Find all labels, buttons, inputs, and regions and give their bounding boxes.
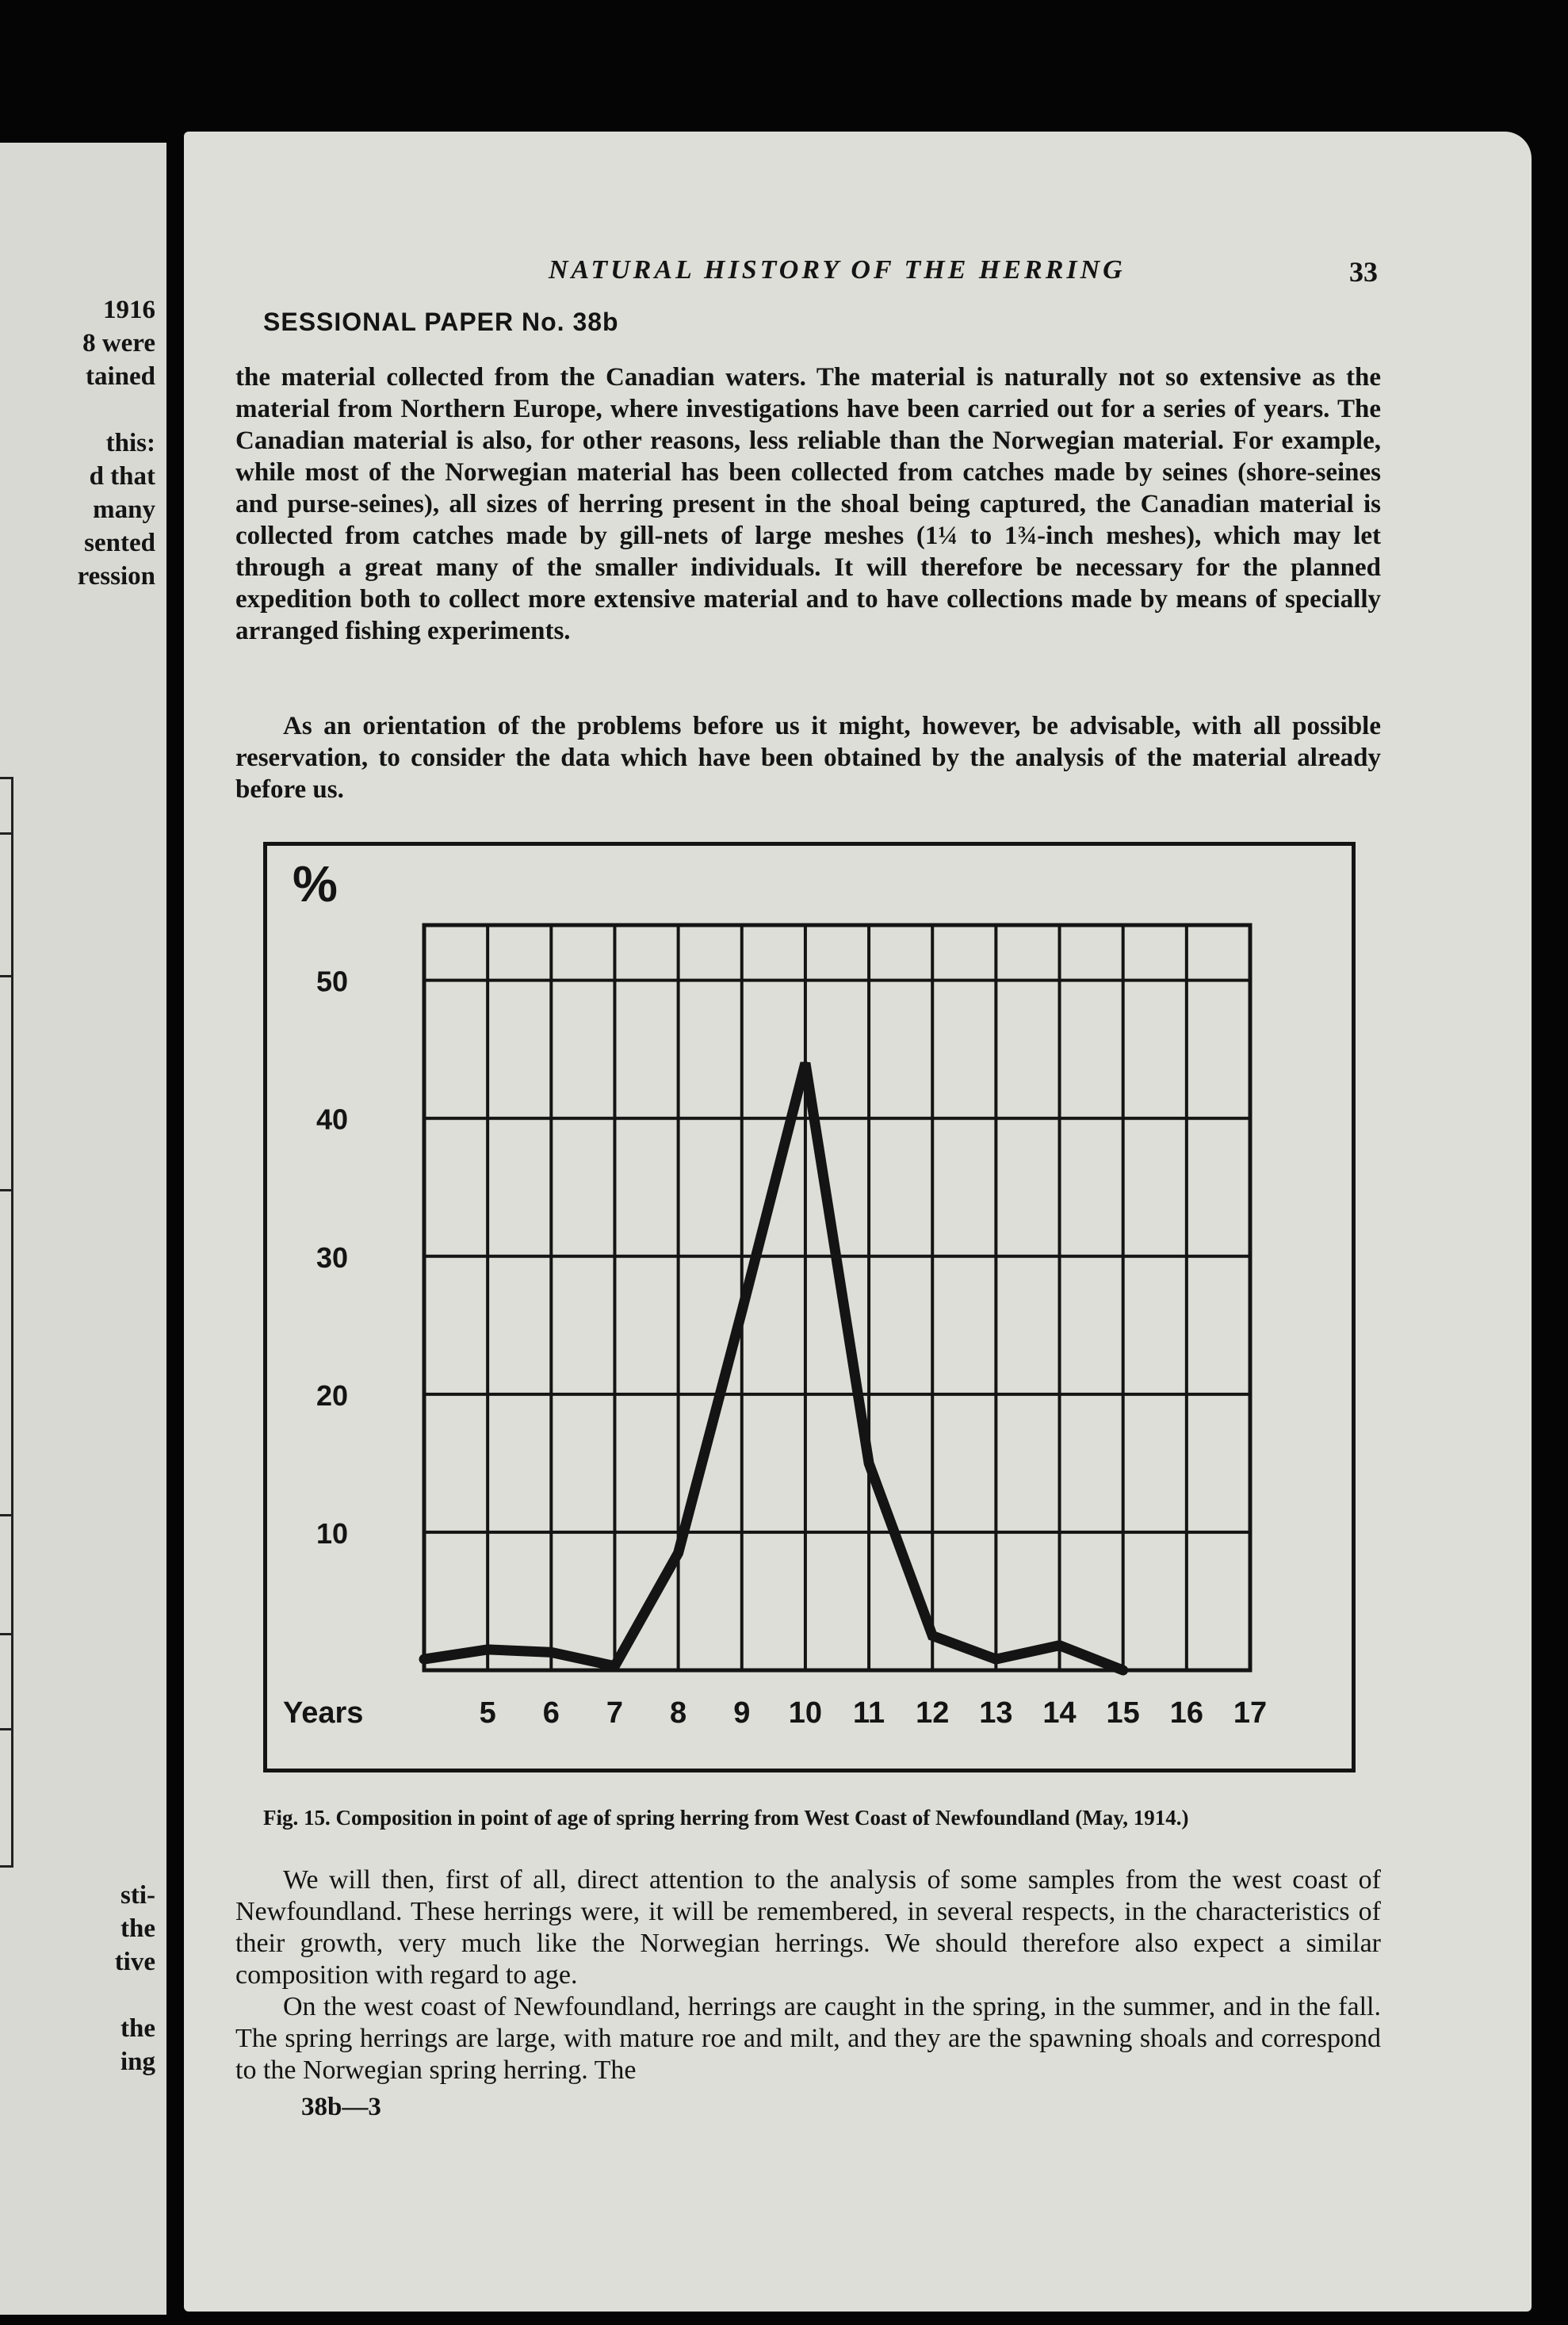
data-point — [1121, 1668, 1126, 1673]
adjacent-page-text: ression — [77, 562, 155, 591]
page-number: 33 — [1349, 256, 1378, 288]
paragraph — [235, 710, 1381, 805]
y-tick-label: 10 — [316, 1516, 349, 1550]
adjacent-page-text: 8 were — [82, 329, 155, 358]
paragraph-text: the material collected from the Canadian waters. The material is naturally not so extensive as the material from Northern Europe, where investigations have been carried out for a series of years. The Canadian material is also, for other reasons, less reliable than the Norwegian material. For example, while most of the Norwegian material has been collected from catches made by seines (shore-seines and purse-seines), all sizes of herring present in the shoal being captured, the Canadian material is collected from catches made by gill-nets of large meshes (1¼ to 1¾-inch meshes), which may let through a great many of the smaller individuals. It will therefore be necessary for the planned expedition both to collect more extensive material and to have collections made by means of specially arranged fishing experiments. — [235, 363, 1381, 645]
paragraph-text: We will then, first of all, direct attention to the analysis of some samples from the west coast of Newfoundland. These herrings were, it will be remembered, in several respects, in the characteristics of their growth, very much like the Norwegian herrings. We should therefore also expect a similar composition with regard to age. — [235, 1865, 1381, 1990]
y-tick-label: 40 — [316, 1103, 349, 1136]
adjacent-rule — [0, 1514, 13, 1516]
adjacent-page-text: the — [120, 1914, 155, 1943]
figure-chart — [263, 842, 1356, 1772]
paragraph — [235, 1991, 1381, 2086]
x-tick-label: 9 — [733, 1696, 751, 1730]
data-point — [1057, 1643, 1062, 1648]
data-point — [612, 1664, 617, 1669]
running-title: NATURAL HISTORY OF THE HERRING — [549, 255, 1126, 285]
x-tick-label: 6 — [542, 1696, 560, 1730]
series-line — [424, 1063, 1123, 1670]
adjacent-page-text: ing — [120, 2048, 155, 2076]
data-point — [930, 1633, 935, 1638]
x-tick-label: 8 — [670, 1696, 687, 1730]
adjacent-rule — [0, 975, 13, 977]
adjacent-page-text: tive — [114, 1948, 155, 1976]
x-tick-label: 15 — [1106, 1696, 1140, 1730]
paragraph — [235, 1864, 1381, 1991]
adjacent-page — [0, 143, 166, 2315]
document-page — [184, 132, 1532, 2312]
line-chart — [267, 846, 1352, 1769]
caption-label: Fig. 15. — [263, 1806, 331, 1830]
adjacent-page-text: 1916 — [103, 296, 155, 324]
adjacent-rule — [0, 1189, 13, 1191]
signature-mark: 38b—3 — [301, 2093, 381, 2121]
adjacent-page-box — [0, 777, 13, 1868]
session-paper-label: SESSIONAL PAPER No. 38b — [263, 308, 619, 336]
figure-caption — [263, 1806, 1389, 1830]
data-point — [485, 1647, 490, 1652]
adjacent-page-text: this: — [105, 429, 155, 457]
x-tick-label: 17 — [1233, 1696, 1268, 1730]
paragraph-text: On the west coast of Newfoundland, herrings are caught in the spring, in the summer, and in the fall. The spring herrings are large, with mature roe and milt, and they are the spawning shoals and correspond to the Norwegian spring herring. The — [235, 1992, 1381, 2085]
data-point — [803, 1061, 808, 1065]
x-tick-label: 11 — [852, 1696, 885, 1730]
x-tick-label: 16 — [1169, 1696, 1203, 1730]
data-point — [993, 1657, 998, 1662]
paragraph — [235, 361, 1381, 647]
x-tick-label: 14 — [1042, 1696, 1077, 1730]
x-axis-label: Years — [283, 1696, 364, 1730]
plot-frame — [424, 925, 1250, 1670]
x-tick-label: 12 — [916, 1696, 950, 1730]
adjacent-page-text: d that — [89, 462, 155, 491]
adjacent-page-text: tained — [85, 362, 155, 391]
x-tick-label: 7 — [606, 1696, 624, 1730]
data-point — [422, 1657, 426, 1662]
data-point — [740, 1309, 744, 1314]
paragraph-text: As an orientation of the problems before us it might, however, be advisable, with all possible reservation, to consider the data which have been obtained by the analysis of the material already before us. — [235, 712, 1381, 804]
adjacent-rule — [0, 1728, 13, 1730]
adjacent-page-text: sented — [84, 529, 155, 557]
y-tick-label: 30 — [316, 1241, 349, 1274]
x-tick-label: 13 — [979, 1696, 1013, 1730]
caption-text: Composition in point of age of spring herring from West Coast of Newfoundland (May, 1914.) — [335, 1806, 1189, 1830]
data-point — [549, 1650, 553, 1654]
y-tick-label: 20 — [316, 1379, 349, 1412]
adjacent-rule — [0, 1633, 13, 1635]
adjacent-rule — [0, 832, 13, 835]
x-tick-label: 10 — [788, 1696, 823, 1730]
adjacent-page-text: sti- — [120, 1881, 155, 1910]
data-point — [676, 1551, 681, 1555]
y-tick-label: 50 — [316, 965, 349, 998]
x-tick-label: 5 — [479, 1696, 496, 1730]
y-axis-label: % — [293, 855, 338, 912]
adjacent-page-text: many — [93, 495, 155, 524]
adjacent-page-text: the — [120, 2014, 155, 2043]
data-point — [866, 1461, 871, 1466]
